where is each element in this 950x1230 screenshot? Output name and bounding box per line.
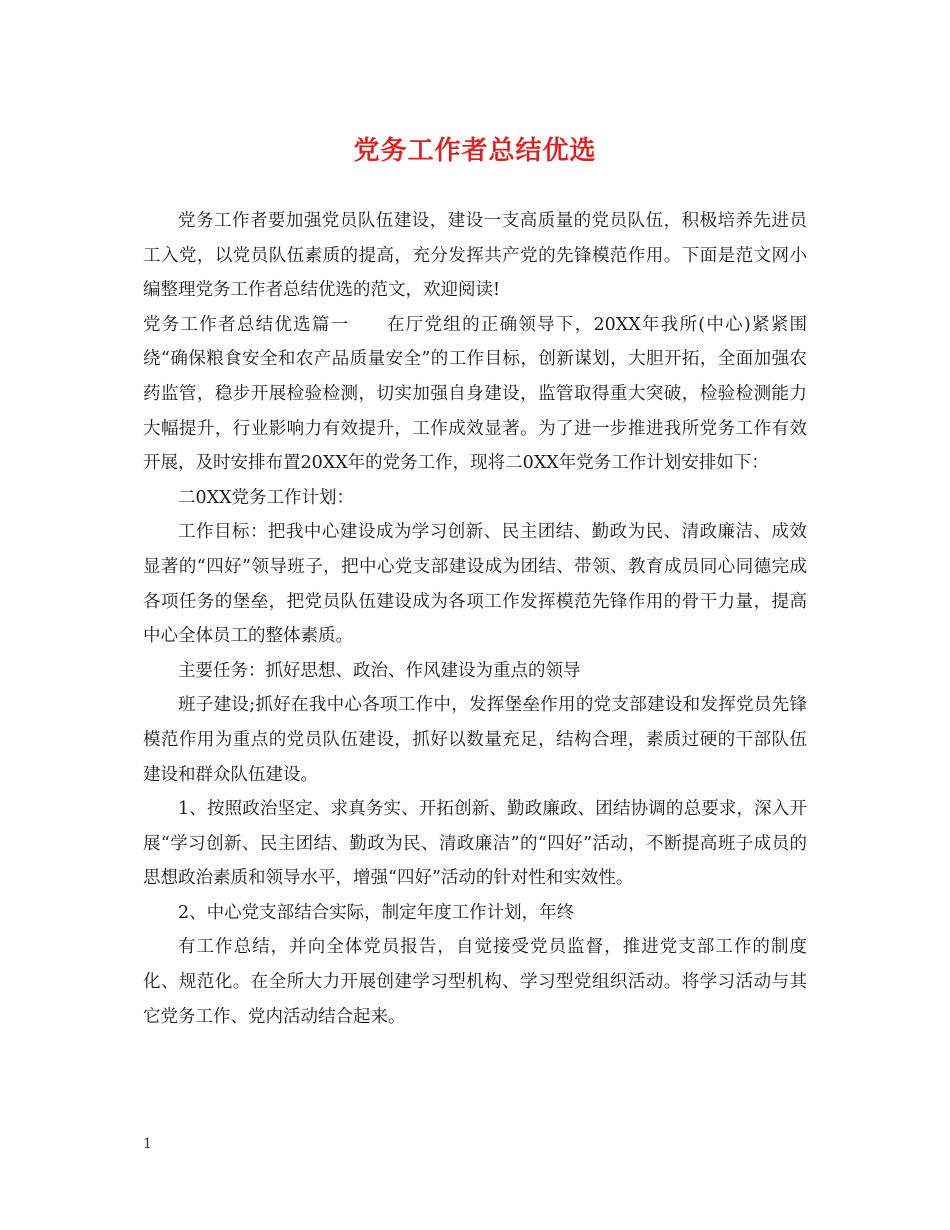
document-title: 党务工作者总结优选 bbox=[353, 136, 597, 166]
paragraph-item-2: 2、中心党支部结合实际，制定年度工作计划，年终 bbox=[178, 902, 575, 923]
paragraph-work-summary: 有工作总结，并向全体党员报告，自觉接受党员监督，推进党支部工作的制度化、规范化。在全所大力开展创建学习型机构、学习型党组织活动。将学习活动与其它党务工作、党内活动结合起来。 bbox=[143, 937, 807, 1027]
paragraph-item-1: 1、按照政治坚定、求真务实、开拓创新、勤政廉政、团结协调的总要求，深入开展“学习创新、民主团结、勤政为民、清政廉洁”的“四好”活动，不断提高班子成员的思想政治素质和领导水平，增强“四好”活动的针对性和实效性。 bbox=[143, 799, 807, 889]
paragraph-plan-heading: 二0XX党务工作计划： bbox=[178, 487, 355, 508]
paragraph-section-one: 党务工作者总结优选篇一 在厅党组的正确领导下，20XX年我所(中心)紧紧围绕“确保粮食安全和农产品质量安全”的工作目标，创新谋划，大胆开拓，全面加强农药监管，稳步开展检验检测，切实加强自身建设，监管取得重大突破，检验检测能力大幅提升，行业影响力有效提升，工作成效显著。为了进一步推进我所党务工作有效开展，及时安排布置20XX年的党务工作，现将二0XX年党务工作计划安排如下： bbox=[143, 314, 807, 474]
document-body bbox=[143, 204, 807, 1034]
page-number: 1 bbox=[143, 1136, 152, 1152]
paragraph-main-tasks: 主要任务：抓好思想、政治、作风建设为重点的领导 bbox=[178, 660, 581, 681]
paragraph-work-goal: 工作目标：把我中心建设成为学习创新、民主团结、勤政为民、清政廉洁、成效显著的“四好”领导班子，把中心党支部建设成为团结、带领、教育成员同心同德完成各项任务的堡垒，把党员队伍建设成为各项工作发挥模范先锋作用的骨干力量，提高中心全体员工的整体素质。 bbox=[143, 522, 807, 647]
paragraph-intro: 党务工作者要加强党员队伍建设，建设一支高质量的党员队伍，积极培养先进员工入党，以党员队伍素质的提高，充分发挥共产党的先锋模范作用。下面是范文网小编整理党务工作者总结优选的范文，欢迎阅读! bbox=[143, 211, 807, 301]
paragraph-team-building: 班子建设;抓好在我中心各项工作中，发挥堡垒作用的党支部建设和发挥党员先锋模范作用为重点的党员队伍建设，抓好以数量充足，结构合理，素质过硬的干部队伍建设和群众队伍建设。 bbox=[143, 695, 807, 785]
